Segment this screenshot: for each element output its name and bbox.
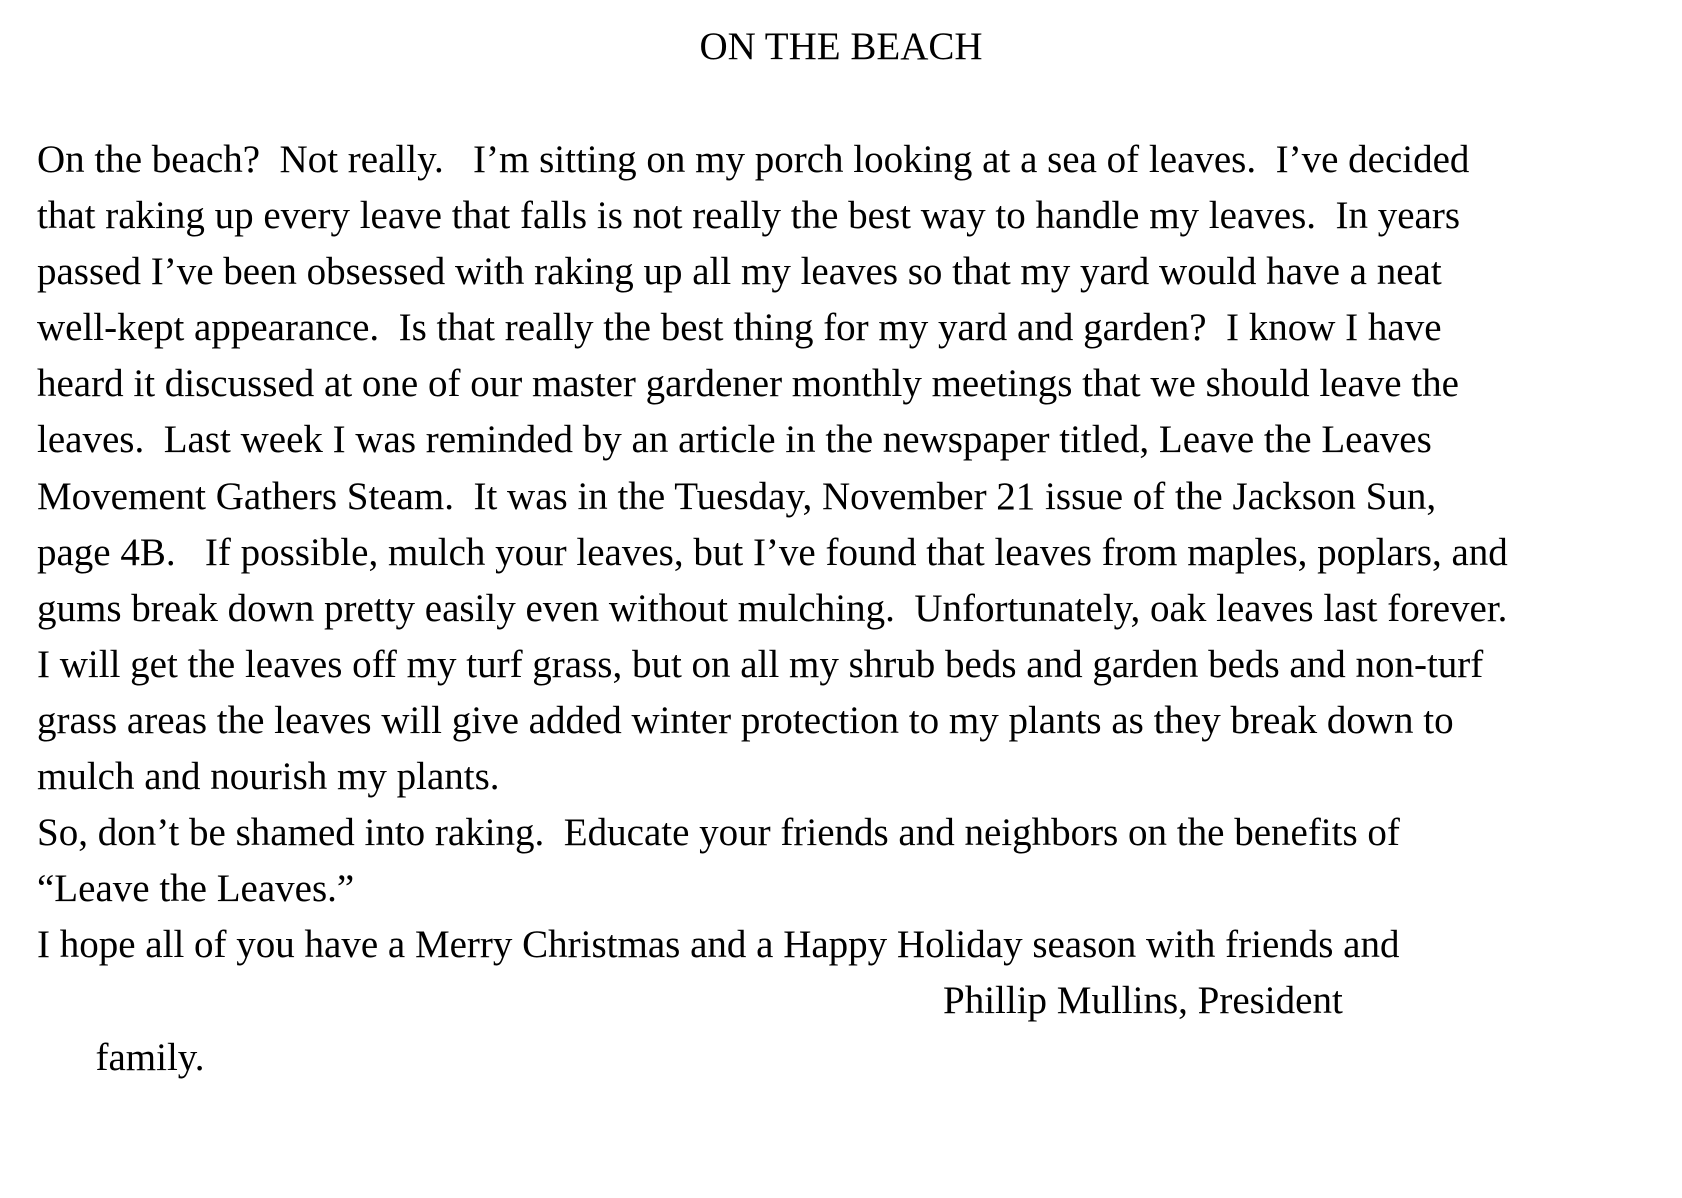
body-line: heard it discussed at one of our master gardener monthly meetings that we should leave the xyxy=(37,362,1459,406)
body-line: So, don’t be shamed into raking. Educate your friends and neighbors on the benefits of xyxy=(37,811,1400,855)
document-title: ON THE BEACH xyxy=(699,25,983,68)
body-line: leaves. Last week I was reminded by an article in the newspaper titled, Leave the Leaves xyxy=(37,418,1432,462)
signature: Phillip Mullins, President xyxy=(943,979,1343,1023)
closing-word: family. xyxy=(95,1035,205,1079)
article-body xyxy=(37,132,1677,1079)
body-line: I will get the leaves off my turf grass, but on all my shrub beds and garden beds and non-turf xyxy=(37,642,1484,686)
body-line: page 4B. If possible, mulch your leaves, but I’ve found that leaves from maples, poplars, and xyxy=(37,530,1508,574)
body-line: “Leave the Leaves.” xyxy=(37,867,355,911)
body-line: grass areas the leaves will give added winter protection to my plants as they break down to xyxy=(37,698,1454,742)
body-line: I hope all of you have a Merry Christmas and a Happy Holiday season with friends and xyxy=(37,923,1400,967)
body-line: mulch and nourish my plants. xyxy=(37,755,500,799)
body-line: passed I’ve been obsessed with raking up all my leaves so that my yard would have a neat xyxy=(37,250,1442,294)
body-line: well-kept appearance. Is that really the best thing for my yard and garden? I know I have xyxy=(37,306,1442,350)
body-line: gums break down pretty easily even without mulching. Unfortunately, oak leaves last forever. xyxy=(37,586,1508,630)
body-line: that raking up every leave that falls is not really the best way to handle my leaves. In years xyxy=(37,194,1461,238)
closing-line xyxy=(37,973,1677,1079)
body-line: Movement Gathers Steam. It was in the Tuesday, November 21 issue of the Jackson Sun, xyxy=(37,474,1437,518)
body-line: On the beach? Not really. I’m sitting on my porch looking at a sea of leaves. I’ve decided xyxy=(37,138,1470,181)
